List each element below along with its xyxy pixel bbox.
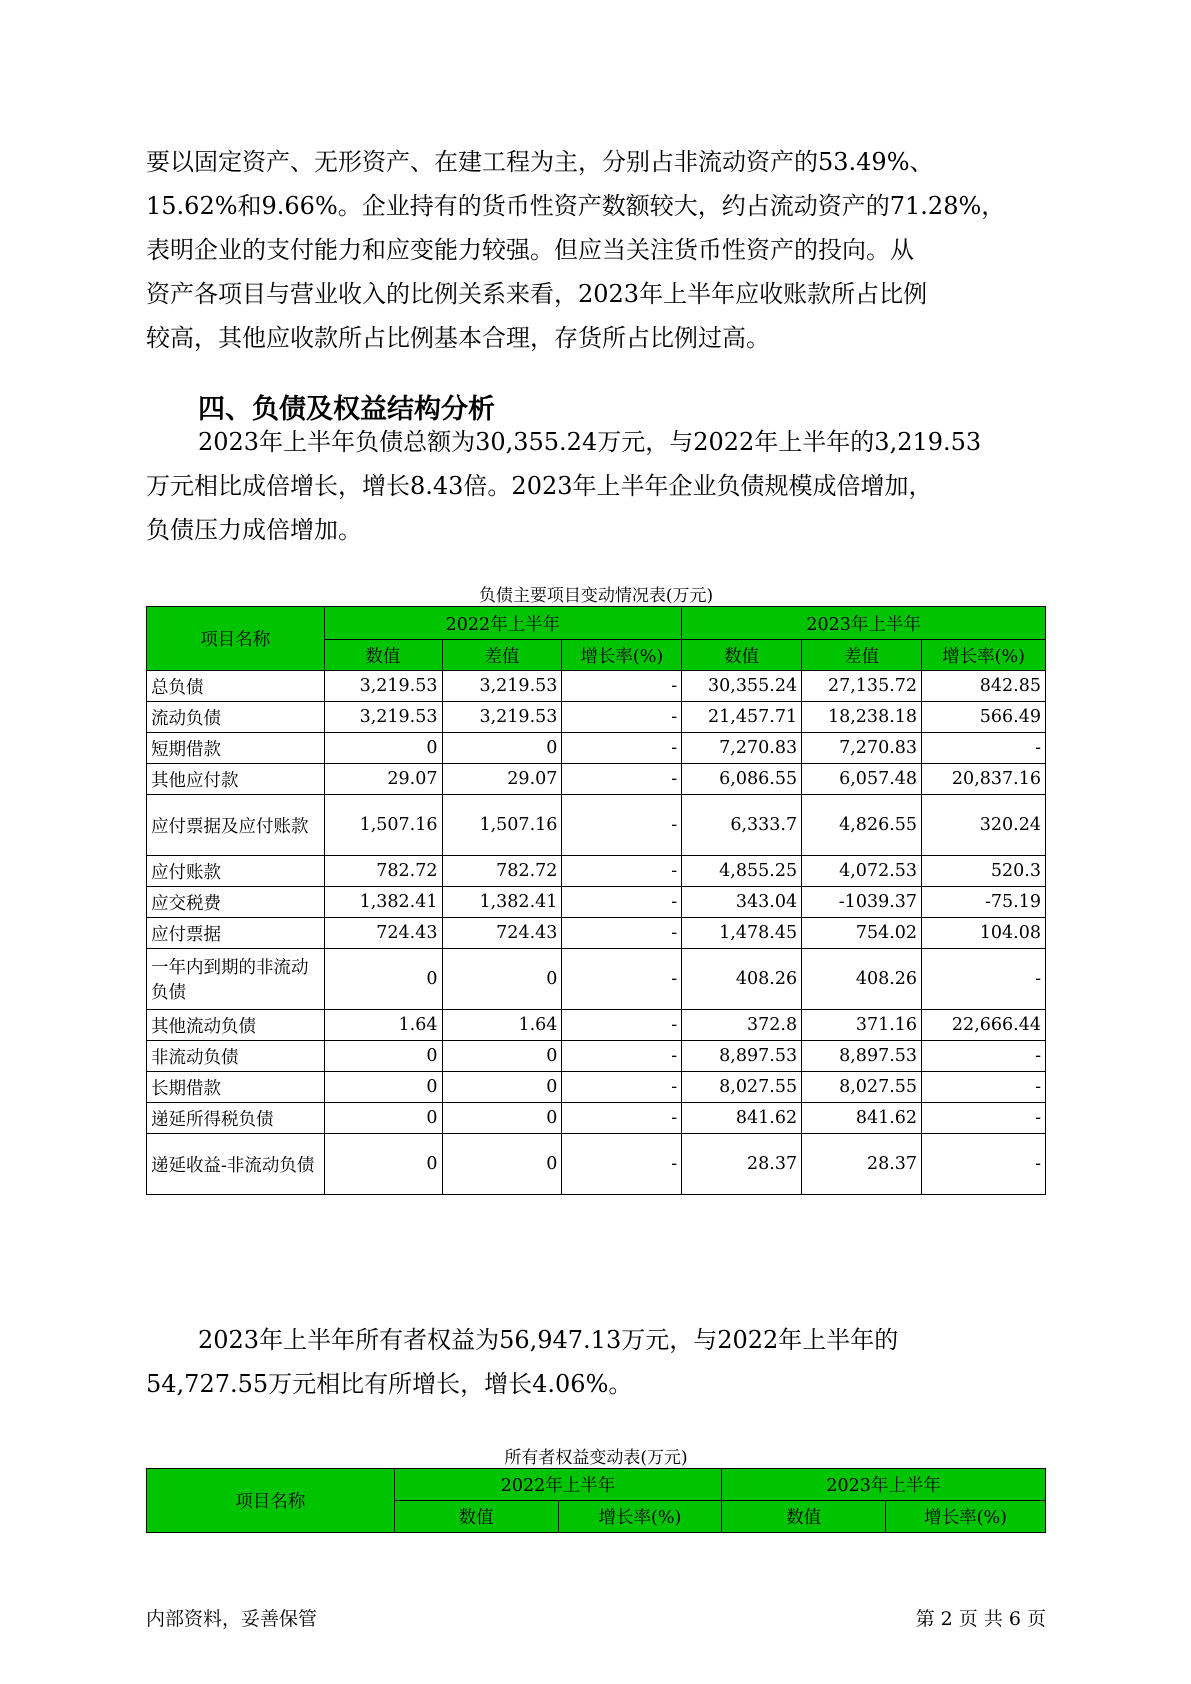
cell-g23: 22,666.44 bbox=[922, 1010, 1046, 1041]
cell-g22: - bbox=[562, 918, 682, 949]
liability-line: 2023年上半年负债总额为30,355.24万元，与2022年上半年的3,219.53 bbox=[198, 428, 982, 456]
table-row bbox=[147, 1134, 1046, 1195]
cell-g22: - bbox=[562, 1072, 682, 1103]
cell-d23: 28.37 bbox=[802, 1134, 922, 1195]
cell-v23: 343.04 bbox=[682, 887, 802, 918]
cell-g23: 520.3 bbox=[922, 856, 1046, 887]
cell-g22: - bbox=[562, 733, 682, 764]
cell-d23: 7,270.83 bbox=[802, 733, 922, 764]
cell-d22: 0 bbox=[442, 949, 562, 1010]
cell-v22: 782.72 bbox=[324, 856, 442, 887]
cell-g22: - bbox=[562, 887, 682, 918]
growth-header-2022: 增长率(%) bbox=[562, 640, 682, 671]
row-item-name: 长期借款 bbox=[147, 1072, 325, 1103]
value-header-2023: 数值 bbox=[682, 640, 802, 671]
row-item-name: 非流动负债 bbox=[147, 1041, 325, 1072]
cell-v23: 28.37 bbox=[682, 1134, 802, 1195]
equity-item-name-header: 项目名称 bbox=[147, 1469, 395, 1533]
cell-g23: - bbox=[922, 949, 1046, 1010]
table-row bbox=[147, 1010, 1046, 1041]
cell-d22: 0 bbox=[442, 1072, 562, 1103]
equity-line: 2023年上半年所有者权益为56,947.13万元，与2022年上半年的 bbox=[198, 1326, 899, 1354]
cell-v22: 0 bbox=[324, 1041, 442, 1072]
row-item-name: 总负债 bbox=[147, 671, 325, 702]
liability-table bbox=[146, 606, 1046, 1195]
cell-g23: - bbox=[922, 733, 1046, 764]
cell-g22: - bbox=[562, 1010, 682, 1041]
table-row bbox=[147, 764, 1046, 795]
cell-d23: 27,135.72 bbox=[802, 671, 922, 702]
table-row bbox=[147, 856, 1046, 887]
cell-v23: 841.62 bbox=[682, 1103, 802, 1134]
cell-d22: 3,219.53 bbox=[442, 671, 562, 702]
cell-v22: 29.07 bbox=[324, 764, 442, 795]
cell-v23: 7,270.83 bbox=[682, 733, 802, 764]
cell-v22: 3,219.53 bbox=[324, 671, 442, 702]
cell-v22: 1.64 bbox=[324, 1010, 442, 1041]
cell-v22: 0 bbox=[324, 1103, 442, 1134]
liability-line: 负债压力成倍增加。 bbox=[146, 516, 362, 544]
cell-v22: 0 bbox=[324, 949, 442, 1010]
cell-d23: 371.16 bbox=[802, 1010, 922, 1041]
row-item-name: 流动负债 bbox=[147, 702, 325, 733]
cell-v22: 724.43 bbox=[324, 918, 442, 949]
row-item-name: 其他流动负债 bbox=[147, 1010, 325, 1041]
value-header-2022: 数值 bbox=[324, 640, 442, 671]
cell-v23: 30,355.24 bbox=[682, 671, 802, 702]
cell-v23: 408.26 bbox=[682, 949, 802, 1010]
equity-paragraph bbox=[146, 1318, 1046, 1406]
cell-d22: 1.64 bbox=[442, 1010, 562, 1041]
cell-v23: 6,086.55 bbox=[682, 764, 802, 795]
equity-value-header-2023: 数值 bbox=[722, 1501, 886, 1533]
cell-d23: 8,897.53 bbox=[802, 1041, 922, 1072]
cell-v22: 3,219.53 bbox=[324, 702, 442, 733]
row-item-name: 其他应付款 bbox=[147, 764, 325, 795]
row-item-name: 短期借款 bbox=[147, 733, 325, 764]
intro-line: 较高，其他应收款所占比例基本合理，存货所占比例过高。 bbox=[146, 324, 770, 352]
equity-table-caption: 所有者权益变动表(万元) bbox=[504, 1448, 688, 1468]
cell-g23: - bbox=[922, 1134, 1046, 1195]
table-row bbox=[147, 671, 1046, 702]
section-heading: 四、负债及权益结构分析 bbox=[198, 394, 495, 425]
cell-d23: 754.02 bbox=[802, 918, 922, 949]
footer-confidential-note: 内部资料，妥善保管 bbox=[146, 1608, 318, 1630]
cell-g23: 20,837.16 bbox=[922, 764, 1046, 795]
cell-g22: - bbox=[562, 1041, 682, 1072]
item-name-header: 项目名称 bbox=[147, 607, 325, 671]
table-row bbox=[147, 1103, 1046, 1134]
table-row bbox=[147, 918, 1046, 949]
table-row bbox=[147, 949, 1046, 1010]
row-item-name: 应付票据 bbox=[147, 918, 325, 949]
table-row bbox=[147, 887, 1046, 918]
cell-v22: 0 bbox=[324, 733, 442, 764]
liability-table-caption: 负债主要项目变动情况表(万元) bbox=[478, 586, 714, 606]
cell-v22: 1,507.16 bbox=[324, 795, 442, 856]
cell-d22: 0 bbox=[442, 1041, 562, 1072]
equity-line: 54,727.55万元相比有所增长，增长4.06%。 bbox=[146, 1370, 633, 1398]
row-item-name: 递延收益-非流动负债 bbox=[147, 1134, 325, 1195]
cell-v23: 21,457.71 bbox=[682, 702, 802, 733]
period-2023-header: 2023年上半年 bbox=[682, 607, 1046, 640]
cell-d23: 408.26 bbox=[802, 949, 922, 1010]
cell-g22: - bbox=[562, 764, 682, 795]
cell-v23: 8,027.55 bbox=[682, 1072, 802, 1103]
cell-d22: 1,382.41 bbox=[442, 887, 562, 918]
cell-g23: - bbox=[922, 1072, 1046, 1103]
row-item-name: 一年内到期的非流动负债 bbox=[147, 949, 325, 1010]
table-row bbox=[147, 733, 1046, 764]
cell-v22: 0 bbox=[324, 1134, 442, 1195]
equity-table bbox=[146, 1468, 1046, 1533]
liability-paragraph bbox=[146, 420, 1046, 552]
cell-g23: - bbox=[922, 1103, 1046, 1134]
cell-g23: 104.08 bbox=[922, 918, 1046, 949]
equity-growth-header-2022: 增长率(%) bbox=[558, 1501, 722, 1533]
diff-header-2023: 差值 bbox=[802, 640, 922, 671]
cell-v22: 0 bbox=[324, 1072, 442, 1103]
cell-d23: 841.62 bbox=[802, 1103, 922, 1134]
cell-v23: 6,333.7 bbox=[682, 795, 802, 856]
row-item-name: 应付票据及应付账款 bbox=[147, 795, 325, 856]
table-row bbox=[147, 795, 1046, 856]
row-item-name: 应交税费 bbox=[147, 887, 325, 918]
cell-g22: - bbox=[562, 1134, 682, 1195]
cell-d22: 0 bbox=[442, 733, 562, 764]
cell-v23: 372.8 bbox=[682, 1010, 802, 1041]
cell-g23: 566.49 bbox=[922, 702, 1046, 733]
cell-v23: 8,897.53 bbox=[682, 1041, 802, 1072]
cell-d23: 6,057.48 bbox=[802, 764, 922, 795]
cell-v23: 4,855.25 bbox=[682, 856, 802, 887]
row-item-name: 应付账款 bbox=[147, 856, 325, 887]
cell-d23: 4,072.53 bbox=[802, 856, 922, 887]
cell-d22: 0 bbox=[442, 1134, 562, 1195]
cell-g22: - bbox=[562, 795, 682, 856]
equity-period-2023-header: 2023年上半年 bbox=[722, 1469, 1046, 1501]
cell-g22: - bbox=[562, 856, 682, 887]
cell-d22: 3,219.53 bbox=[442, 702, 562, 733]
cell-g23: - bbox=[922, 1041, 1046, 1072]
intro-line: 要以固定资产、无形资产、在建工程为主，分别占非流动资产的53.49%、 bbox=[146, 148, 934, 176]
cell-g22: - bbox=[562, 671, 682, 702]
cell-d22: 0 bbox=[442, 1103, 562, 1134]
intro-paragraph bbox=[146, 140, 1046, 360]
period-2022-header: 2022年上半年 bbox=[324, 607, 682, 640]
liability-line: 万元相比成倍增长，增长8.43倍。2023年上半年企业负债规模成倍增加， bbox=[146, 472, 933, 500]
cell-g23: 842.85 bbox=[922, 671, 1046, 702]
row-item-name: 递延所得税负债 bbox=[147, 1103, 325, 1134]
equity-growth-header-2023: 增长率(%) bbox=[886, 1501, 1046, 1533]
growth-header-2023: 增长率(%) bbox=[922, 640, 1046, 671]
cell-d23: 18,238.18 bbox=[802, 702, 922, 733]
intro-line: 表明企业的支付能力和应变能力较强。但应当关注货币性资产的投向。从 bbox=[146, 236, 914, 264]
table-row bbox=[147, 702, 1046, 733]
cell-d22: 1,507.16 bbox=[442, 795, 562, 856]
cell-g22: - bbox=[562, 702, 682, 733]
cell-d22: 29.07 bbox=[442, 764, 562, 795]
table-row bbox=[147, 1041, 1046, 1072]
cell-d23: 8,027.55 bbox=[802, 1072, 922, 1103]
table-row bbox=[147, 1072, 1046, 1103]
equity-period-2022-header: 2022年上半年 bbox=[394, 1469, 722, 1501]
cell-d23: -1039.37 bbox=[802, 887, 922, 918]
cell-v22: 1,382.41 bbox=[324, 887, 442, 918]
cell-d22: 782.72 bbox=[442, 856, 562, 887]
cell-g22: - bbox=[562, 949, 682, 1010]
cell-v23: 1,478.45 bbox=[682, 918, 802, 949]
cell-g22: - bbox=[562, 1103, 682, 1134]
footer-page-number: 第 2 页 共 6 页 bbox=[915, 1608, 1046, 1630]
diff-header-2022: 差值 bbox=[442, 640, 562, 671]
cell-g23: 320.24 bbox=[922, 795, 1046, 856]
cell-d23: 4,826.55 bbox=[802, 795, 922, 856]
equity-value-header-2022: 数值 bbox=[394, 1501, 558, 1533]
cell-d22: 724.43 bbox=[442, 918, 562, 949]
cell-g23: -75.19 bbox=[922, 887, 1046, 918]
intro-line: 15.62%和9.66%。企业持有的货币性资产数额较大，约占流动资产的71.28%， bbox=[146, 192, 1006, 220]
intro-line: 资产各项目与营业收入的比例关系来看，2023年上半年应收账款所占比例 bbox=[146, 280, 928, 308]
